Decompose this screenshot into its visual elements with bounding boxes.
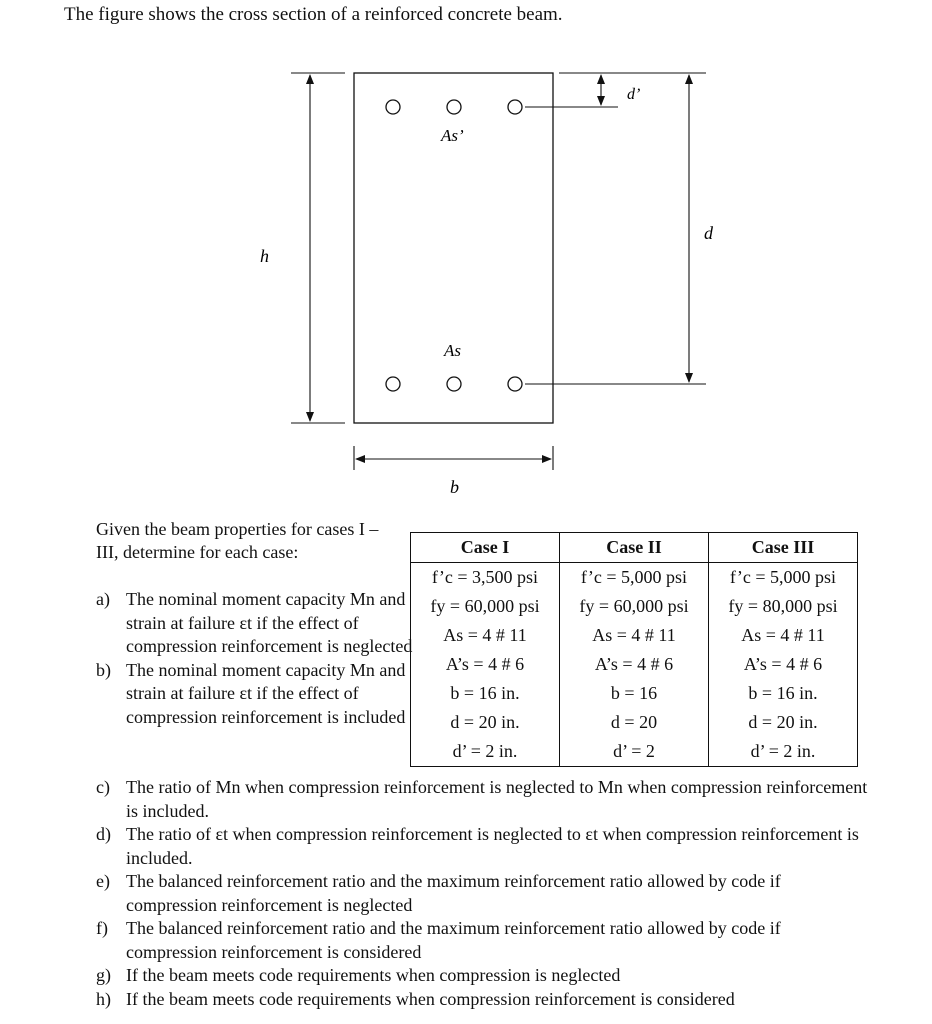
table-cell: As = 4 # 11	[560, 621, 709, 650]
label-as: As	[444, 341, 461, 360]
label-b: b	[450, 477, 459, 497]
bottom-bar	[386, 377, 400, 391]
table-cell: As = 4 # 11	[709, 621, 858, 650]
table-cell: d’ = 2 in.	[709, 737, 858, 767]
question-item: f) The balanced reinforcement ratio and the maximum reinforcement ratio allowed by code if compression reinforcement is considered	[96, 918, 781, 962]
table-cell: A’s = 4 # 6	[411, 650, 560, 679]
question-item: a) The nominal moment capacity Mn and strain at failure εt if the effect of compression reinforcement is neglected	[96, 589, 413, 656]
header-case-i: Case I	[411, 533, 560, 563]
table-cell: d’ = 2	[560, 737, 709, 767]
table-row	[411, 679, 858, 708]
table-cell: d’ = 2 in.	[411, 737, 560, 767]
label-h: h	[260, 246, 269, 266]
table-cell: f’c = 5,000 psi	[560, 563, 709, 593]
table-cell: fy = 60,000 psi	[560, 592, 709, 621]
intro-text: The figure shows the cross section of a reinforced concrete beam.	[64, 4, 563, 25]
question-item: e) The balanced reinforcement ratio and the maximum reinforcement ratio allowed by code if compression reinforcement is neglected	[96, 871, 781, 915]
question-item: d) The ratio of εt when compression reinforcement is neglected to εt when compression reinforcement is included.	[96, 824, 859, 868]
bottom-bar	[508, 377, 522, 391]
table-cell: As = 4 # 11	[411, 621, 560, 650]
bottom-bar	[447, 377, 461, 391]
label-d: d	[704, 223, 713, 243]
header-case-ii: Case II	[560, 533, 709, 563]
table-cell: A’s = 4 # 6	[709, 650, 858, 679]
table-cell: A’s = 4 # 6	[560, 650, 709, 679]
table-row	[411, 592, 858, 621]
table-row	[411, 737, 858, 767]
top-bar	[508, 100, 522, 114]
table-cell: d = 20 in.	[709, 708, 858, 737]
label-d-prime: d’	[627, 86, 641, 103]
table-cell: b = 16 in.	[709, 679, 858, 708]
table-cell: b = 16	[560, 679, 709, 708]
beam-cross-section-figure	[0, 0, 932, 510]
table-cell: d = 20 in.	[411, 708, 560, 737]
question-list-wide	[96, 776, 876, 1011]
table-cell: f’c = 3,500 psi	[411, 563, 560, 593]
cases-table	[410, 532, 858, 767]
question-item: g) If the beam meets code requirements when compression is neglected	[96, 965, 621, 985]
table-row	[411, 563, 858, 593]
table-cell: fy = 80,000 psi	[709, 592, 858, 621]
table-row	[411, 621, 858, 650]
given-text: Given the beam properties for cases I – III, determine for each case:	[96, 519, 379, 562]
table-row	[411, 650, 858, 679]
table-cell: b = 16 in.	[411, 679, 560, 708]
top-bar	[386, 100, 400, 114]
table-cell: f’c = 5,000 psi	[709, 563, 858, 593]
table-cell: d = 20	[560, 708, 709, 737]
question-item: h) If the beam meets code requirements when compression reinforcement is considered	[96, 988, 735, 1009]
question-item: b) The nominal moment capacity Mn and strain at failure εt if the effect of compression reinforcement is included	[96, 659, 406, 727]
table-cell: fy = 60,000 psi	[411, 592, 560, 621]
header-case-iii: Case III	[709, 533, 858, 563]
question-list-narrow	[96, 588, 426, 729]
question-item: c) The ratio of Mn when compression reinforcement is neglected to Mn when compression reinforcement is included.	[96, 777, 868, 821]
label-as-prime: As’	[441, 126, 464, 145]
table-row	[411, 708, 858, 737]
top-bar	[447, 100, 461, 114]
